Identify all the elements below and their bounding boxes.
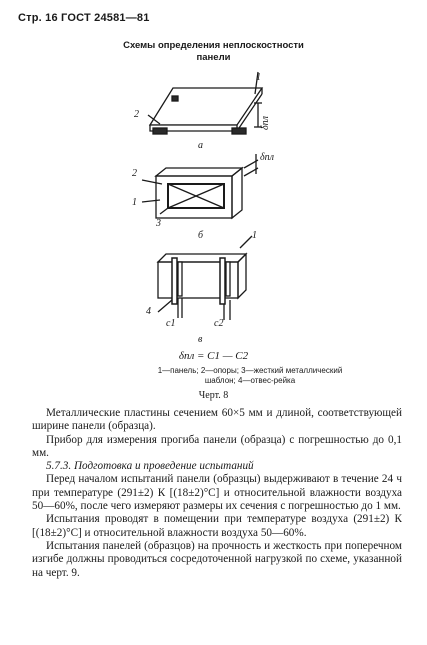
paragraph-plates: Металлические пластины сечением 60×5 мм и длиной, соответствующей ширине панели (образца).: [32, 407, 402, 433]
label-v-c1: c1: [166, 318, 176, 329]
label-b-2: 2: [132, 168, 137, 179]
figure-legend-line1: 1—панель; 2—опоры; 3—жесткий металлический: [157, 366, 343, 375]
figure-legend-line2: шаблон; 4—отвес-рейка: [204, 376, 296, 385]
label-a-1: 1: [256, 72, 261, 83]
section-heading-5-7-3: 5.7.3. Подготовка и проведение испытаний: [46, 460, 254, 473]
figure-caption: Черт. 8: [198, 390, 229, 401]
support-left: [153, 128, 167, 134]
label-v-c2: c2: [214, 318, 224, 329]
figure-formula: δпл = C1 — C2: [178, 350, 249, 362]
label-a-2: 2: [134, 109, 139, 120]
label-b-3: 3: [156, 218, 161, 229]
plumb-rod-left: [172, 258, 177, 304]
label-a-sub: а: [198, 140, 203, 151]
paragraph-loading: Испытания панелей (образцов) на прочность и жесткость при поперечном изгибе должны проводиться сосредоточенной нагрузкой по схеме, указанной на черт. 9.: [32, 539, 402, 579]
paragraph-conditioning: Перед началом испытаний панели (образцы) выдерживают в течение 24 ч при температуре (291±2) К [(18±2)°С] и относительной влажности воздуха 50—60%, после чего измеряют размеры их сечения с погрешностью до 1 мм.: [32, 473, 402, 513]
panel-v: [158, 254, 246, 262]
figure-legend: [120, 366, 380, 386]
figure-title-line1: Схемы определения неплоскостности: [123, 40, 304, 51]
label-b-1: 1: [132, 197, 137, 208]
label-v-1: 1: [252, 230, 257, 241]
plumb-rod-right: [220, 258, 225, 304]
diagram-b: [142, 154, 258, 218]
paragraph-instrument: Прибор для измерения прогиба панели (образца) с погрешностью до 0,1 мм.: [32, 433, 402, 459]
body-text: [32, 407, 402, 580]
diagram-a: [148, 72, 262, 134]
figure-title-line2: панели: [196, 52, 231, 63]
support-right: [232, 128, 246, 134]
label-v-4: 4: [146, 306, 151, 317]
label-v-sub: в: [198, 334, 203, 345]
label-b-sub: б: [198, 230, 204, 241]
page-header: Стр. 16 ГОСТ 24581—81: [18, 12, 150, 24]
label-b-delta: δпл: [260, 152, 275, 163]
diagram-v: [158, 236, 252, 320]
label-a-delta: δпл: [260, 115, 271, 130]
panel-b: [156, 168, 242, 176]
paragraph-conditions: Испытания проводят в помещении при температуре воздуха (291±2) К [(18±2)°С] и относительной влажности воздуха 50—60%.: [32, 513, 402, 539]
